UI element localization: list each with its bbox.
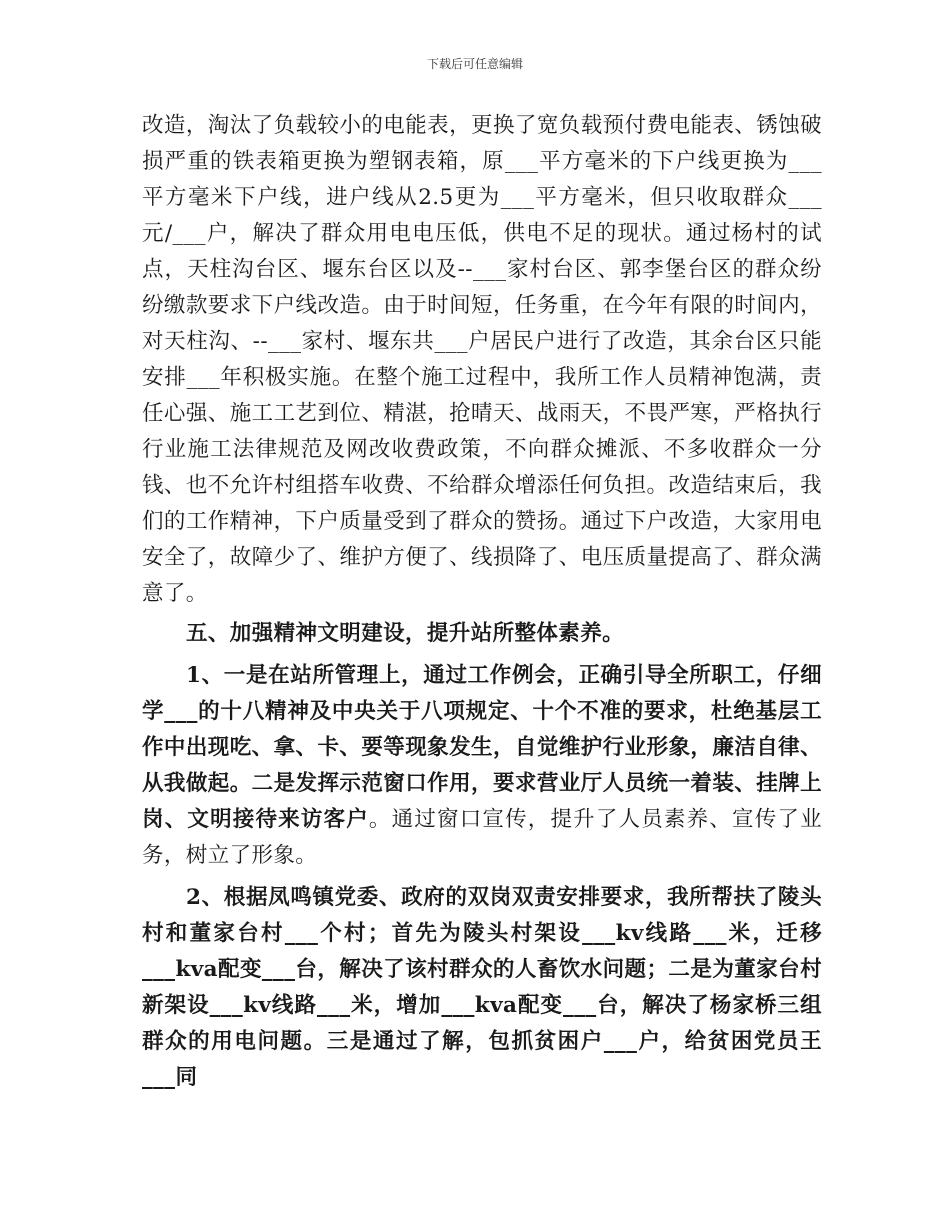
document-body [142, 108, 822, 1096]
section-heading-five: 五、加强精神文明建设，提升站所整体素养。 [186, 621, 625, 646]
paragraph-item-one-bold: 1、一是在站所管理上，通过工作例会，正确引导全所职工，仔细学___的十八精神及中央关于八项规定、十个不准的要求，杜绝基层工作中出现吃、拿、卡、要等现象发生，自觉维护行业形象，廉洁自律、从我做起。二是发挥示范窗口作用，要求营业厅人员统一着装、挂牌上岗、文明接待来访客户 [142, 663, 822, 832]
header-note: 下载后可任意编辑 [426, 57, 523, 71]
paragraph-renovation: 改造，淘汰了负载较小的电能表，更换了宽负载预付费电能表、锈蚀破损严重的铁表箱更换为塑钢表箱，原___平方毫米的下户线更换为___平方毫米下户线，进户线从2.5更为___平方毫米，但只收取群众___元/___户，解决了群众用电电压低，供电不足的现状。通过杨村的试点，天柱沟台区、堰东台区以及--___家村台区、郭李堡台区的群众纷纷缴款要求下户线改造。由于时间短，任务重，在今年有限的时间内，对天柱沟、--___家村、堰东共___户居民户进行了改造，其余台区只能安排___年积极实施。在整个施工过程中，我所工作人员精神饱满，责任心强、施工工艺到位、精湛，抢晴天、战雨天，不畏严寒，严格执行行业施工法律规范及网改收费政策，不向群众摊派、不多收群众一分钱、也不允许村组搭车收费、不给群众增添任何负担。改造结束后，我们的工作精神，下户质量受到了群众的赞扬。通过下户改造，大家用电安全了，故障少了、维护方便了、线损降了、电压质量提高了、群众满意了。 [142, 113, 822, 606]
paragraph-item-one [142, 658, 822, 874]
paragraph-item-two: 2、根据凤鸣镇党委、政府的双岗双责安排要求，我所帮扶了陵头村和董家台村___个村；首先为陵头村架设___kv线路___米，迁移___kva配变___台，解决了该村群众的人畜饮水问题；二是为董家台村新架设___kv线路___米，增加___kva配变___台，解决了杨家桥三组群众的用电问题。三是通过了解，包抓贫困户___户，给贫困党员王___同 [142, 885, 822, 1090]
paragraph-item-one-normal: 。通过窗口宣传，提升了人员素养、宣传了业务，树立了形象。 [142, 807, 822, 868]
